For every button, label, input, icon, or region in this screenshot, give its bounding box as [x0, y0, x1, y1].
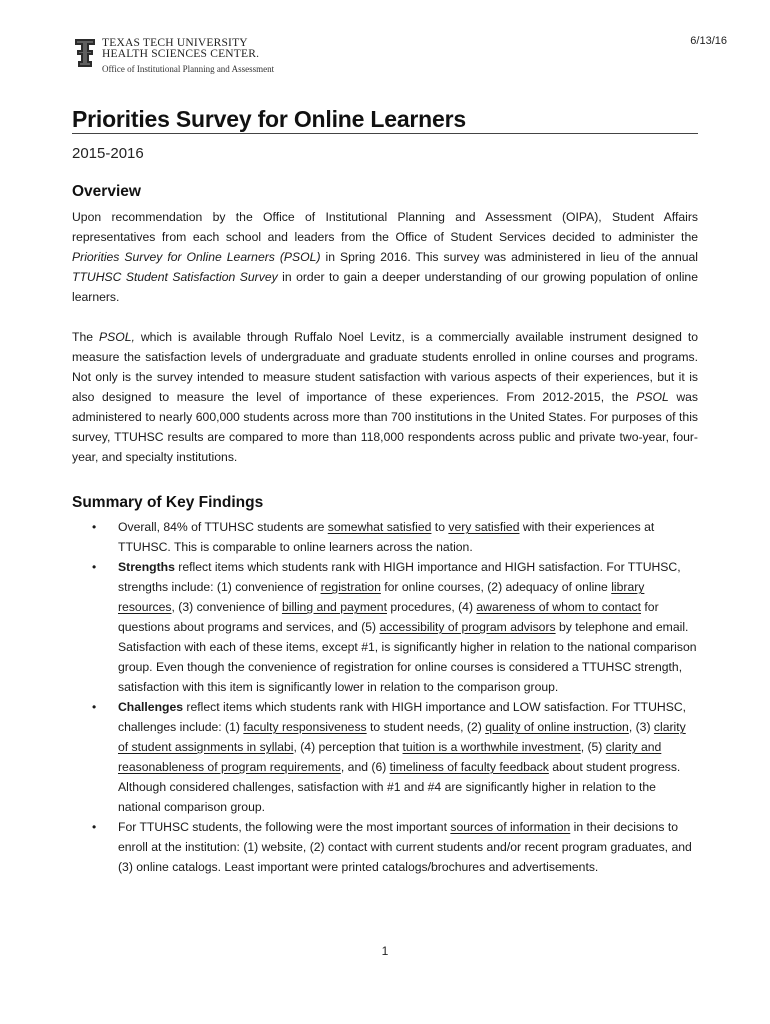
overview-heading: Overview	[72, 183, 141, 200]
logo-office-name: Office of Institutional Planning and Assessment	[102, 64, 275, 74]
bullet-icon: •	[92, 700, 97, 714]
title-divider	[72, 133, 698, 134]
double-t-logo-icon	[74, 38, 96, 68]
overview-paragraph-1: Upon recommendation by the Office of Institutional Planning and Assessment (OIPA), Student Affairs representatives from each school and leaders from the Office of Student Services decided to administer the Priorities Survey for Online Learners (PSOL) in Spring 2016. This survey was administered in lieu of the annual TTUHSC Student Satisfaction Survey in order to gain a deeper understanding of our growing population of online learners.	[72, 210, 698, 304]
finding-overall-satisfaction: • Overall, 84% of TTUHSC students are somewhat satisfied to very satisfied with their experiences at TTUHSC. This is comparable to online learners across the nation.	[90, 517, 698, 557]
bullet-icon: •	[92, 820, 97, 834]
document-year: 2015-2016	[72, 145, 144, 162]
document-title: Priorities Survey for Online Learners	[72, 106, 466, 132]
finding-challenges: • Challenges reflect items which students rank with HIGH importance and LOW satisfaction. For TTUHSC, challenges include: (1) faculty responsiveness to student needs, (2) quality of online instruction, (3) clarity of student assignments in syllabi, (4) perception that tuition is a worthwhile investment, (5) clarity and reasonableness of program requirements, and (6) timeliness of faculty feedback about student progress. Although considered challenges, satisfaction with #1 and #4 are significantly higher in relation to the national comparison group.	[90, 697, 698, 817]
bullet-icon: •	[92, 520, 97, 534]
logo-center-name: HEALTH SCIENCES CENTER.	[102, 48, 260, 60]
bullet-icon: •	[92, 560, 97, 574]
page-number: 1	[381, 944, 389, 958]
finding-sources-of-information: • For TTUHSC students, the following were the most important sources of information in their decisions to enroll at the institution: (1) website, (2) contact with current students and/or recent program graduates, and (3) online catalogs. Least important were printed catalogs/brochures and advertisements.	[90, 817, 698, 877]
summary-heading: Summary of Key Findings	[72, 494, 264, 511]
institution-logo	[74, 38, 274, 75]
logo-text	[102, 38, 274, 75]
finding-strengths: • Strengths reflect items which students rank with HIGH importance and HIGH satisfaction. For TTUHSC, strengths include: (1) convenience of registration for online courses, (2) adequacy of online library resources, (3) convenience of billing and payment procedures, (4) awareness of whom to contact for questions about programs and services, and (5) accessibility of program advisors by telephone and email. Satisfaction with each of these items, except #1, is significantly higher in relation to the national comparison group. Even though the convenience of registration for online courses is considered a TTUHSC strength, satisfaction with this item is significantly lower in relation to the comparison group.	[90, 557, 698, 697]
overview-paragraph-2: The PSOL, which is available through Ruffalo Noel Levitz, is a commercially available instrument designed to measure the satisfaction levels of undergraduate and graduate students enrolled in online courses and programs. Not only is the survey intended to measure student satisfaction with various aspects of their experiences, but it is also designed to measure the level of importance of these experiences. From 2012-2015, the PSOL was administered to nearly 600,000 students across more than 700 institutions in the United States. For purposes of this survey, TTUHSC results are compared to more than 118,000 respondents across public and private two-year, four-year, and specialty institutions.	[72, 330, 699, 464]
key-findings-list	[90, 517, 698, 877]
logo-university-name: TEXAS TECH UNIVERSITY	[102, 37, 248, 49]
document-date: 6/13/16	[690, 35, 727, 47]
